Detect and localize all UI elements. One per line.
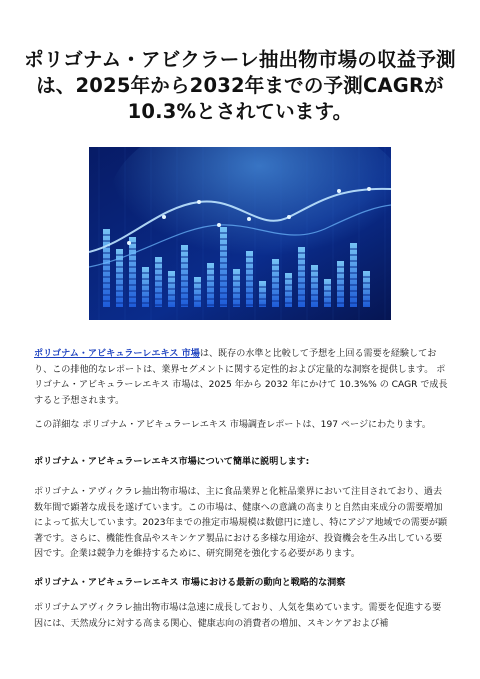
hero-sparkle bbox=[287, 215, 291, 219]
hero-chart-illustration bbox=[89, 147, 391, 320]
hero-sparkle bbox=[127, 241, 131, 245]
hero-bar bbox=[207, 263, 214, 307]
hero-bar bbox=[285, 273, 292, 307]
hero-bar bbox=[259, 281, 266, 307]
hero-sparkle bbox=[197, 200, 201, 204]
section2-heading: ポリゴナム・アビキュラーレエキス 市場における最新の動向と戦略的な洞察 bbox=[34, 578, 346, 588]
hero-sparkle bbox=[217, 223, 221, 227]
hero-sparkle bbox=[337, 189, 341, 193]
pages-note: この詳細な ポリゴナム・アビキュラーレエキス 市場調査レポートは、197 ページにわたります。 bbox=[34, 420, 431, 430]
hero-bar bbox=[194, 277, 201, 307]
section1-paragraph: ポリゴナム・アヴィクラレ抽出物市場は、主に食品業界と化粧品業界において注目されており、過去数年間で顕著な成長を遂げています。この市場は、健康への意識の高まりと自然由来成分の需要増加によって拡大しています。2023年までの推定市場規模は数億円に達し、特にアジア地域での需要が顕著です。さらに、機能性食品やスキンケア製品における多様な用途が、投資機会を生み出している要因です。企業は競争力を維持するために、研究開発を強化する必要があります。 bbox=[34, 487, 448, 559]
section1-heading: ポリゴナム・アビキュラーレエキス市場について簡単に説明します: bbox=[34, 457, 310, 467]
market-link[interactable]: ポリゴナム・アビキュラーレエキス 市場 bbox=[34, 349, 200, 359]
document-title: ポリゴナム・アビクラーレ抽出物市場の収益予測は、2025年から2032年までの予測CAGRが10.3%とされています。 bbox=[24, 48, 456, 124]
hero-image bbox=[89, 147, 391, 320]
hero-bar bbox=[181, 245, 188, 307]
hero-sparkle bbox=[367, 187, 371, 191]
intro-text: は、既存の水準と比較して予想を上回る需要を経験しており、この排他的なレポートは、業界セグメントに関する定性的および定量的な洞察を提供します。 ポリゴナム・アビキュラーレエキス 市場は、2025 年から 2032 年にかけて 10.3%% の CAGR で成長すると予想されます。 bbox=[34, 349, 448, 406]
section2-paragraph: ポリゴナムアヴィクラレ抽出物市場は急速に成長しており、人気を集めています。需要を促進する要因には、天然成分に対する高まる関心、健康志向の消費者の増加、スキンケアおよび補 bbox=[34, 603, 442, 629]
hero-sparkle bbox=[247, 217, 251, 221]
hero-bar bbox=[337, 261, 344, 307]
hero-sparkle bbox=[162, 215, 166, 219]
intro-paragraph bbox=[34, 347, 448, 409]
